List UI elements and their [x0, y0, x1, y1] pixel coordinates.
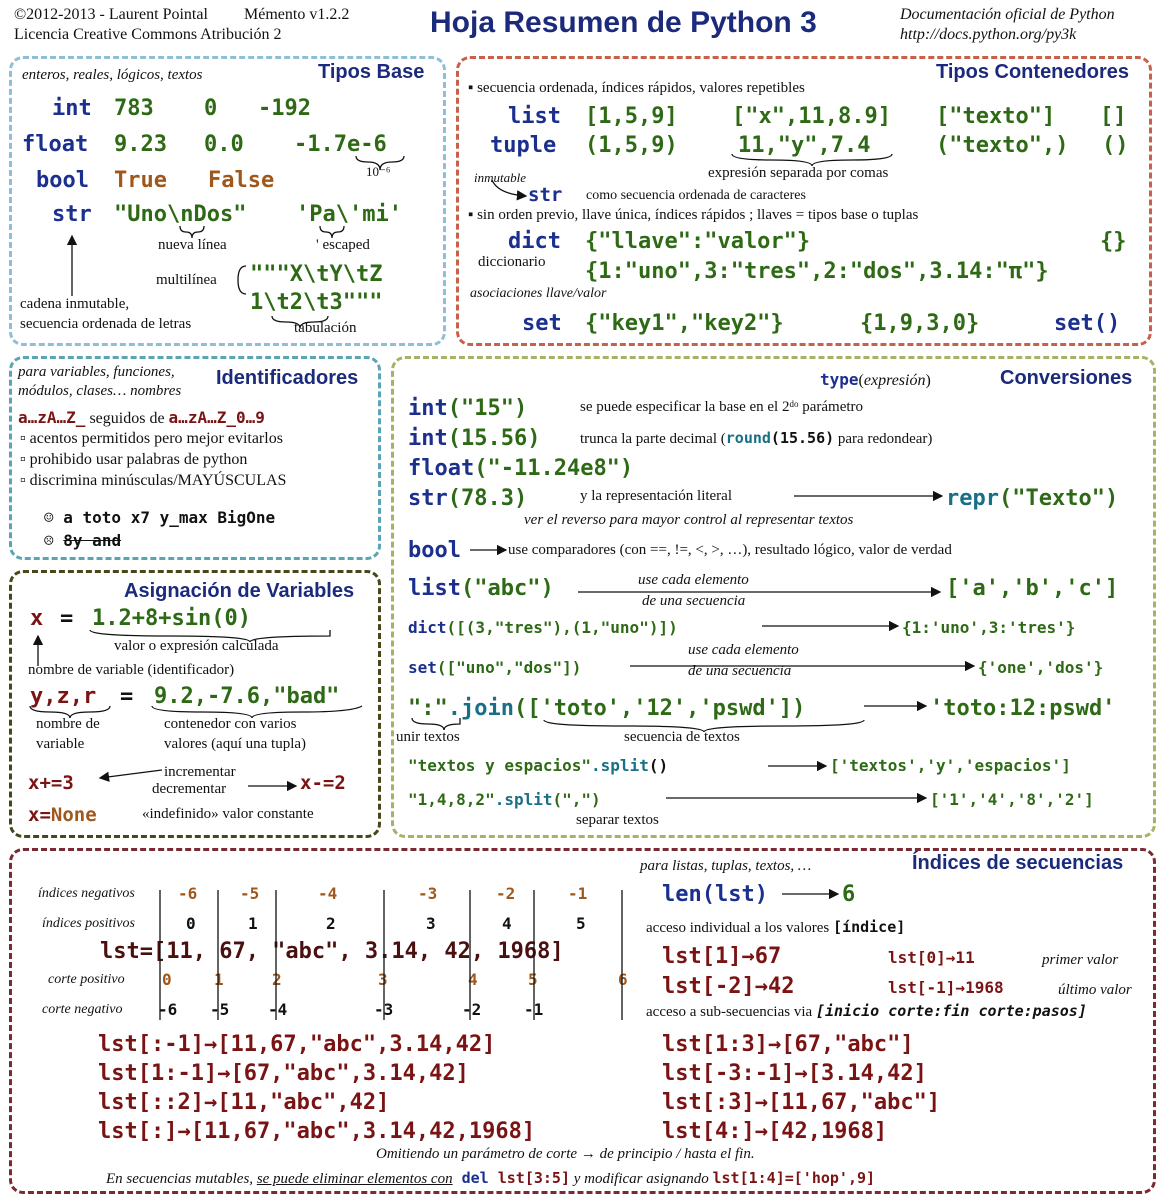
- ident-rule-3: ▫ discrimina minúsculas/MAYÚSCULAS: [20, 472, 287, 489]
- conv-str-note: y la representación literal: [580, 488, 733, 504]
- list-val: [1,5,9]: [585, 104, 678, 129]
- cut-neg: -6: [158, 1000, 178, 1019]
- dict-val: {1:"uno",3:"tres",2:"dos",3.14:"π"}: [585, 259, 1049, 284]
- slice-ex: lst[-3:-1]→[3.14,42]: [662, 1061, 927, 1086]
- pos-index: 1: [248, 914, 258, 933]
- slice-ex: lst[:]→[11,67,"abc",3.14,42,1968]: [98, 1119, 536, 1144]
- ident-bad-examples: ☹ 8y and: [44, 531, 122, 550]
- bool-true: True: [114, 168, 167, 193]
- exp-note: 10⁻⁶: [366, 164, 391, 179]
- len-call: len(lst): [662, 882, 768, 907]
- neg-index: -1: [568, 884, 588, 903]
- slice-ex: lst[:3]→[11,67,"abc"]: [662, 1090, 941, 1115]
- conv-join-result: 'toto:12:pswd': [930, 696, 1116, 721]
- conv-int-note: se puede especificar la base en el 2ᵈᵒ parámetro: [580, 399, 864, 415]
- neg-index: -3: [418, 884, 438, 903]
- index-ex4: lst[-1]→1968: [888, 978, 1004, 997]
- list-val: []: [1100, 104, 1127, 129]
- pos-index: 0: [186, 914, 196, 933]
- multilinea-note: multilínea: [156, 272, 217, 288]
- cut-pos: 5: [528, 970, 538, 989]
- sad-face-icon: ☹: [44, 531, 54, 550]
- pos-index: 3: [426, 914, 436, 933]
- conversiones-title: Conversiones: [1000, 367, 1133, 389]
- assign-expr: 1.2+8+sin(0): [92, 606, 251, 631]
- tuple-val: (1,5,9): [585, 133, 678, 158]
- index-ex1: lst[1]→67: [662, 944, 782, 969]
- pos-label: índices positivos: [42, 916, 135, 931]
- cont-note1: contenedor con varios: [164, 716, 297, 732]
- lst-definition: lst=[11, 67, "abc", 3.14, 42, 1968]: [100, 939, 564, 964]
- expr-sep-note: expresión separada por comas: [708, 165, 889, 181]
- assign-tuple: 9.2,-7.6,"bad": [154, 684, 340, 709]
- set-val: {"key1","key2"}: [585, 311, 784, 336]
- indices-para-note: para listas, tuplas, textos, …: [640, 858, 812, 874]
- contenedores-title: Tipos Contenedores: [936, 61, 1129, 83]
- conv-dict-result: {1:'uno',3:'tres'}: [902, 618, 1076, 637]
- conv-trunc-note: trunca la parte decimal (round(15.56) para redondear): [580, 429, 933, 447]
- conv-int: int("15"): [408, 396, 528, 421]
- asoc-note: asociaciones llave/valor: [470, 286, 607, 301]
- set-val: set(): [1054, 311, 1121, 336]
- cut-neg: -2: [462, 1000, 482, 1019]
- cp-label: corte positivo: [48, 972, 125, 987]
- conv-split2: "1,4,8,2".split(","): [408, 790, 601, 809]
- pos-index: 4: [502, 914, 512, 933]
- conv-str: str(78.3): [408, 486, 528, 511]
- conv-split1: "textos y espacios".split(): [408, 756, 669, 775]
- dict-val: {}: [1100, 229, 1127, 254]
- cadena-note1: cadena inmutable,: [20, 296, 130, 312]
- set-val: {1,9,3,0}: [860, 311, 980, 336]
- int-val: 0: [204, 96, 218, 121]
- identificadores-title: Identificadores: [216, 367, 359, 389]
- ident-ok-examples: ☺ a toto x7 y_max BigOne: [44, 508, 276, 527]
- type-call: type(expresión): [820, 370, 931, 389]
- assign-eq2: =: [120, 684, 134, 709]
- ident-sub2: módulos, clases… nombres: [18, 383, 182, 399]
- bullet-unordered: ▪ sin orden previo, llave única, índices rápidos ; llaves = tipos base o tuplas: [468, 207, 919, 223]
- acceso-note: acceso individual a los valores [índice]: [646, 918, 906, 936]
- str-val1: "Uno\nDos": [114, 202, 247, 227]
- bool-false: False: [208, 168, 275, 193]
- use-elem-note2: use cada elemento: [688, 642, 799, 658]
- conv-join: ":".join(['toto','12','pswd']): [408, 696, 806, 721]
- separar-note: separar textos: [576, 812, 659, 828]
- int-val: -192: [258, 96, 311, 121]
- dict-keyword: dict: [508, 229, 561, 254]
- str-val2: 'Pa\'mi': [296, 202, 402, 227]
- float-val: 0.0: [204, 132, 244, 157]
- slice-ex: lst[1:-1]→[67,"abc",3.14,42]: [98, 1061, 469, 1086]
- neg-index: -4: [318, 884, 338, 903]
- ident-rule: a…zA…Z_ seguidos de a…zA…Z_0…9: [18, 408, 265, 427]
- dict-val: {"llave":"valor"}: [585, 229, 811, 254]
- license: Licencia Creative Commons Atribución 2: [14, 26, 282, 43]
- cut-pos: 3: [378, 970, 388, 989]
- cut-neg: -4: [268, 1000, 288, 1019]
- nombre-var-note: nombre de variable (identificador): [28, 662, 235, 678]
- conv-bool-note: use comparadores (con ==, !=, <, >, …), resultado lógico, valor de verdad: [508, 542, 952, 558]
- list-val: ["texto"]: [936, 104, 1056, 129]
- conv-int-float: int(15.56): [408, 426, 541, 451]
- pos-index: 2: [326, 914, 336, 933]
- ident-rule-1: ▫ acentos permitidos pero mejor evitarlos: [20, 430, 283, 447]
- indices-title: Índices de secuencias: [912, 852, 1124, 874]
- conv-split1-result: ['textos','y','espacios']: [830, 756, 1071, 775]
- conv-bool: bool: [408, 538, 461, 563]
- escaped-note: ' escaped: [316, 237, 370, 253]
- unir-note: unir textos: [396, 729, 460, 745]
- de-seq-note: de una secuencia: [642, 593, 746, 609]
- cut-pos: 4: [468, 970, 478, 989]
- cut-neg: -1: [524, 1000, 544, 1019]
- var-x: x: [30, 606, 44, 631]
- cont-note2: valores (aquí una tupla): [164, 736, 307, 752]
- use-elem-note: use cada elemento: [638, 572, 749, 588]
- tuple-val: 11,"y",7.4: [738, 133, 871, 158]
- neg-index: -2: [496, 884, 516, 903]
- sub-note: acceso a sub-secuencias via [inicio corte:fin corte:pasos]: [646, 1002, 1087, 1020]
- neg-index: -6: [178, 884, 198, 903]
- nombre-note2: variable: [36, 736, 85, 752]
- assign-eq: =: [60, 606, 74, 631]
- cut-pos: 2: [272, 970, 282, 989]
- incr-note: incrementar: [164, 764, 236, 780]
- doc-url[interactable]: http://docs.python.org/py3k: [900, 26, 1077, 43]
- page-title: Hoja Resumen de Python 3: [430, 6, 817, 39]
- str-seq-note: como secuencia ordenada de caracteres: [586, 188, 806, 203]
- index-ex3: lst[-2]→42: [662, 974, 795, 999]
- doc-label: Documentación oficial de Python: [900, 6, 1115, 23]
- tuple-val: ("texto",): [936, 133, 1069, 158]
- index-ex2: lst[0]→11: [888, 948, 975, 967]
- slice-ex: lst[:-1]→[11,67,"abc",3.14,42]: [98, 1032, 496, 1057]
- list-keyword: list: [508, 104, 561, 129]
- valor-note: valor o expresión calculada: [114, 638, 279, 654]
- conv-reverso-note: ver el reverso para mayor control al representar textos: [524, 512, 854, 528]
- float-val: -1.7e-6: [294, 132, 387, 157]
- secu-note: secuencia de textos: [624, 729, 740, 745]
- inmutable-note: inmutable: [474, 170, 526, 185]
- ident-rule-2: ▫ prohibido usar palabras de python: [20, 451, 248, 468]
- neg-index: -5: [240, 884, 260, 903]
- cn-label: corte negativo: [42, 1002, 123, 1017]
- tipos-base-subtitle: enteros, reales, lógicos, textos: [22, 67, 203, 83]
- mutable-note: En secuencias mutables, se puede eliminar elementos con del lst[3:5] y modificar asignando lst[1:4]=['hop',9]: [106, 1169, 876, 1187]
- cut-pos: 6: [618, 970, 628, 989]
- nombre-note1: nombre de: [36, 716, 100, 732]
- nueva-linea-note: nueva línea: [158, 237, 227, 253]
- bool-keyword: bool: [36, 168, 89, 193]
- float-val: 9.23: [114, 132, 167, 157]
- ultimo-note: último valor: [1058, 982, 1132, 998]
- conv-set: set(["uno","dos"]): [408, 658, 582, 677]
- list-val: ["x",11,8.9]: [732, 104, 891, 129]
- conv-list: list("abc"): [408, 576, 554, 601]
- tabulacion-note: tabulación: [294, 320, 357, 336]
- tuple-keyword: tuple: [490, 133, 557, 158]
- decr-example: x-=2: [300, 772, 346, 794]
- primer-note: primer valor: [1042, 952, 1119, 968]
- conv-set-result: {'one','dos'}: [978, 658, 1104, 677]
- de-seq-note2: de una secuencia: [688, 663, 792, 679]
- conv-list-result: ['a','b','c']: [946, 576, 1119, 601]
- diccionario-note: diccionario: [478, 254, 546, 270]
- conv-float: float("-11.24e8"): [408, 456, 634, 481]
- slice-ex: lst[4:]→[42,1968]: [662, 1119, 888, 1144]
- len-result: 6: [842, 882, 856, 907]
- copyright: ©2012-2013 - Laurent Pointal: [14, 6, 208, 23]
- bullet-ordered: ▪ secuencia ordenada, índices rápidos, valores repetibles: [468, 80, 805, 96]
- version: Mémento v1.2.2: [244, 6, 350, 23]
- none-example: x=None: [28, 804, 97, 826]
- var-yzr: y,z,r: [30, 684, 97, 709]
- multiline-str1: """X\tY\tZ: [250, 262, 383, 287]
- incr-example: x+=3: [28, 772, 74, 794]
- omit-note: Omitiendo un parámetro de corte → de principio / hasta el fin.: [376, 1146, 755, 1162]
- cut-neg: -5: [210, 1000, 230, 1019]
- conv-dict: dict([(3,"tres"),(1,"uno")]): [408, 618, 678, 637]
- slice-ex: lst[::2]→[11,"abc",42]: [98, 1090, 390, 1115]
- multiline-str2: 1\t2\t3""": [250, 290, 383, 315]
- tipos-base-title: Tipos Base: [318, 61, 425, 83]
- neg-label: índices negativos: [38, 886, 135, 901]
- int-keyword: int: [52, 96, 92, 121]
- cut-pos: 1: [214, 970, 224, 989]
- str-keyword: str: [528, 184, 563, 206]
- float-keyword: float: [22, 132, 89, 157]
- slice-ex: lst[1:3]→[67,"abc"]: [662, 1032, 914, 1057]
- cut-neg: -3: [374, 1000, 394, 1019]
- conv-repr: repr("Texto"): [946, 486, 1119, 511]
- decr-note: decrementar: [152, 781, 227, 797]
- tuple-val: (): [1102, 133, 1129, 158]
- conv-split2-result: ['1','4','8','2']: [930, 790, 1094, 809]
- indef-note: «indefinido» valor constante: [142, 806, 314, 822]
- pos-index: 5: [576, 914, 586, 933]
- set-keyword: set: [522, 311, 562, 336]
- int-val: 783: [114, 96, 154, 121]
- str-keyword: str: [52, 202, 92, 227]
- asignacion-title: Asignación de Variables: [124, 580, 355, 602]
- cadena-note2: secuencia ordenada de letras: [20, 316, 192, 332]
- cut-pos: 0: [162, 970, 172, 989]
- ident-sub1: para variables, funciones,: [18, 364, 175, 380]
